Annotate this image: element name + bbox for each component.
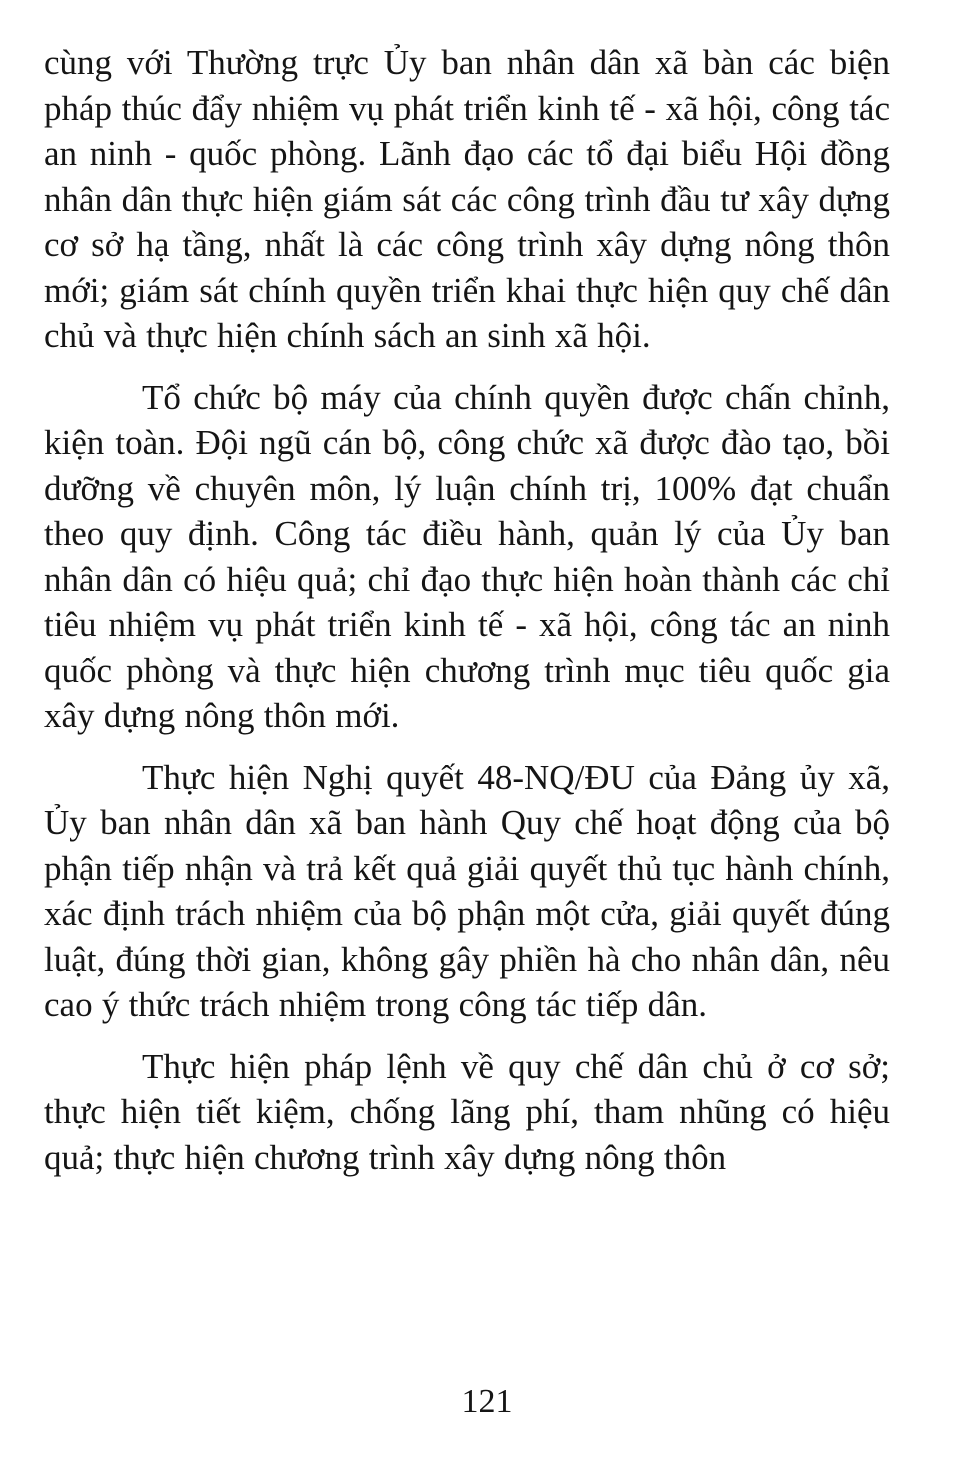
paragraph-3: Thực hiện Nghị quyết 48-NQ/ĐU của Đảng ủy xã, Ủy ban nhân dân xã ban hành Quy chế hoạt động của bộ phận tiếp nhận và trả kết quả giải quyết thủ tục hành chính, xác định trách nhiệm của bộ phận một cửa, giải quyết đúng luật, đúng thời gian, không gây phiền hà cho nhân dân, nêu cao ý thức trách nhiệm trong công tác tiếp dân.: [44, 757, 890, 1024]
page-number: 121: [461, 1383, 513, 1420]
paragraph-2: Tổ chức bộ máy của chính quyền được chấn chỉnh, kiện toàn. Đội ngũ cán bộ, công chức xã được đào tạo, bồi dưỡng về chuyên môn, lý luận chính trị, 100% đạt chuẩn theo quy định. Công tác điều hành, quản lý của Ủy ban nhân dân có hiệu quả; chỉ đạo thực hiện hoàn thành các chỉ tiêu nhiệm vụ phát triển kinh tế - xã hội, công tác an ninh quốc phòng và thực hiện chương trình mục tiêu quốc gia xây dựng nông thôn mới.: [44, 377, 890, 735]
page-body: [44, 40, 890, 1180]
paragraph-4: Thực hiện pháp lệnh về quy chế dân chủ ở cơ sở; thực hiện tiết kiệm, chống lãng phí, tham nhũng có hiệu quả; thực hiện chương trình xây dựng nông thôn: [44, 1046, 890, 1177]
paragraph-1: cùng với Thường trực Ủy ban nhân dân xã bàn các biện pháp thúc đẩy nhiệm vụ phát triển kinh tế - xã hội, công tác an ninh - quốc phòng. Lãnh đạo các tổ đại biểu Hội đồng nhân dân thực hiện giám sát các công trình đầu tư xây dựng cơ sở hạ tầng, nhất là các công trình xây dựng nông thôn mới; giám sát chính quyền triển khai thực hiện quy chế dân chủ và thực hiện chính sách an sinh xã hội.: [44, 43, 890, 355]
